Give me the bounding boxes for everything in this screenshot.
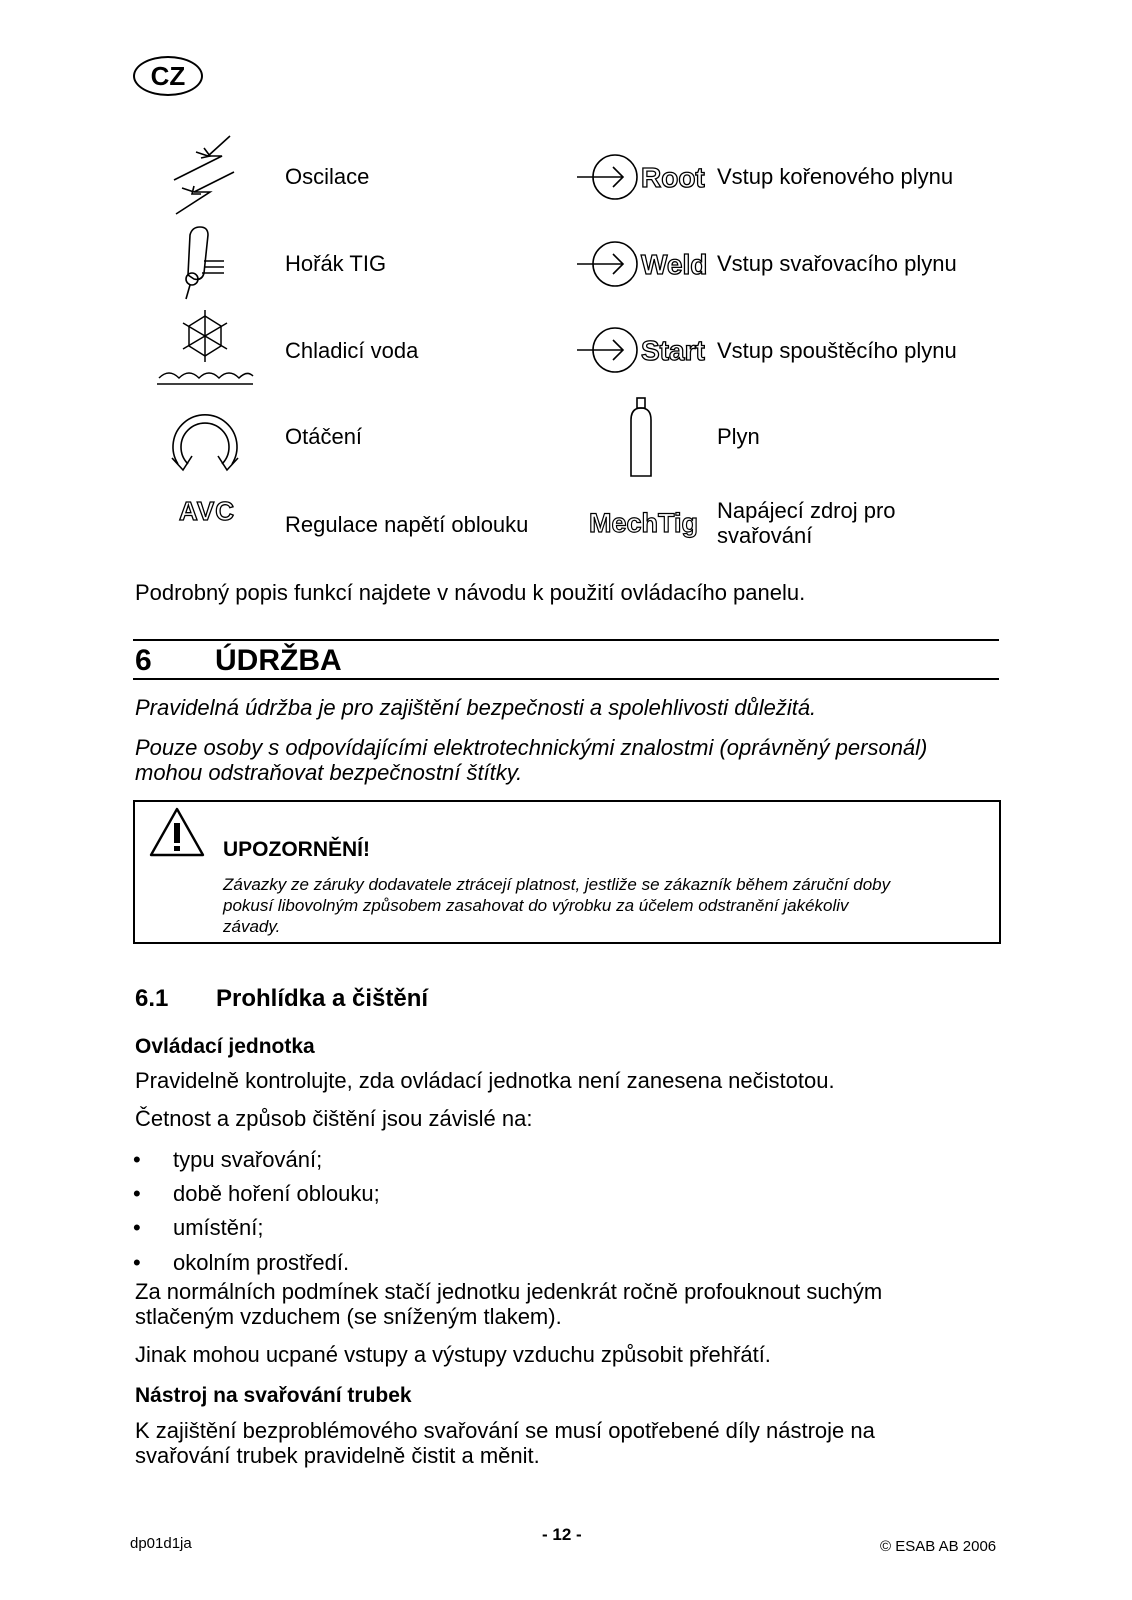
document-code: dp01d1ja <box>130 1535 192 1552</box>
cleaning-paragraph-line2: stlačeným vzduchem (se sníženým tlakem). <box>135 1304 562 1329</box>
cleaning-paragraph-line1: Za normálních podmínek stačí jednotku jedenkrát ročně profouknout suchým <box>135 1279 883 1304</box>
language-badge: CZ <box>133 56 203 96</box>
gas-cylinder-icon <box>628 396 654 478</box>
heading-control-unit: Ovládací jednotka <box>135 1035 315 1058</box>
symbol-label-weld-gas: Vstup svařovacího plynu <box>717 251 957 276</box>
copyright: © ESAB AB 2006 <box>880 1538 997 1555</box>
weld-gas-glyph: Weld <box>641 249 708 280</box>
symbol-label-start-gas: Vstup spouštěcího plynu <box>717 338 957 363</box>
symbol-label-gas: Plyn <box>717 424 760 449</box>
tig-torch-icon <box>180 225 230 301</box>
gas-inlet-arrow-icon <box>575 240 639 288</box>
subsection-number: 6.1 <box>135 985 169 1012</box>
symbol-label-mechtig-line1: Napájecí zdroj pro <box>717 498 896 523</box>
page-number: - 12 - <box>542 1525 582 1544</box>
pipe-tool-paragraph-line1: K zajištění bezproblémového svařování se musí opotřebené díly nástroje na <box>135 1418 875 1443</box>
oscillation-icon <box>168 134 240 216</box>
start-gas-glyph: Start <box>641 335 705 366</box>
heading-pipe-tool: Nástroj na svařování trubek <box>135 1384 412 1407</box>
list-item: • typu svařování; <box>133 1147 323 1172</box>
gas-inlet-arrow-icon <box>575 153 639 201</box>
overheating-paragraph: Jinak mohou ucpané vstupy a výstupy vzduchu způsobit přehřátí. <box>135 1342 771 1367</box>
section-title: ÚDRŽBA <box>215 644 342 677</box>
warning-text-line2: pokusí libovolným způsobem zasahovat do výrobku za účelem odstranění jakékoliv <box>223 896 849 915</box>
section-rule-bottom <box>133 678 999 680</box>
symbol-label-tig-torch: Hořák TIG <box>285 251 387 276</box>
warning-text-line3: závady. <box>223 917 281 936</box>
section-rule-top <box>133 639 999 641</box>
symbol-label-oscillation: Oscilace <box>285 164 370 189</box>
warning-title: UPOZORNĚNÍ! <box>223 838 370 861</box>
symbol-label-root-gas: Vstup kořenového plynu <box>717 164 954 189</box>
maintenance-paragraph-2-line2: mohou odstraňovat bezpečnostní štítky. <box>135 760 523 785</box>
list-item: • okolním prostředí. <box>133 1250 350 1275</box>
root-gas-glyph: Root <box>641 162 705 193</box>
subsection-title: Prohlídka a čištění <box>216 985 429 1012</box>
symbol-label-cooling-water: Chladicí voda <box>285 338 419 363</box>
intro-paragraph: Podrobný popis funkcí najdete v návodu k použití ovládacího panelu. <box>135 580 806 605</box>
symbol-label-rotation: Otáčení <box>285 424 363 449</box>
list-item: • umístění; <box>133 1215 264 1240</box>
symbol-label-avc: Regulace napětí oblouku <box>285 512 529 537</box>
control-unit-paragraph-1: Pravidelně kontrolujte, zda ovládací jednotka není zanesena nečistotou. <box>135 1068 835 1093</box>
gas-inlet-arrow-icon <box>575 326 639 374</box>
symbol-label-mechtig-line2: svařování <box>717 523 813 548</box>
cooling-water-icon <box>155 308 255 390</box>
maintenance-paragraph-1: Pravidelná údržba je pro zajištění bezpečnosti a spolehlivosti důležitá. <box>135 695 817 720</box>
warning-text-line1: Závazky ze záruky dodavatele ztrácejí platnost, jestliže se zákazník během záruční doby <box>223 875 891 894</box>
maintenance-paragraph-2-line1: Pouze osoby s odpovídajícími elektrotechnickými znalostmi (oprávněný personál) <box>135 735 928 760</box>
rotation-icon <box>166 404 244 472</box>
list-item: • době hoření oblouku; <box>133 1181 380 1206</box>
warning-triangle-icon <box>148 806 206 858</box>
pipe-tool-paragraph-line2: svařování trubek pravidelně čistit a měnit. <box>135 1443 540 1468</box>
avc-icon: AVC <box>179 496 235 526</box>
section-number: 6 <box>135 644 152 677</box>
control-unit-paragraph-2: Četnost a způsob čištění jsou závislé na: <box>135 1106 533 1131</box>
mechtig-glyph: MechTig <box>589 508 699 538</box>
